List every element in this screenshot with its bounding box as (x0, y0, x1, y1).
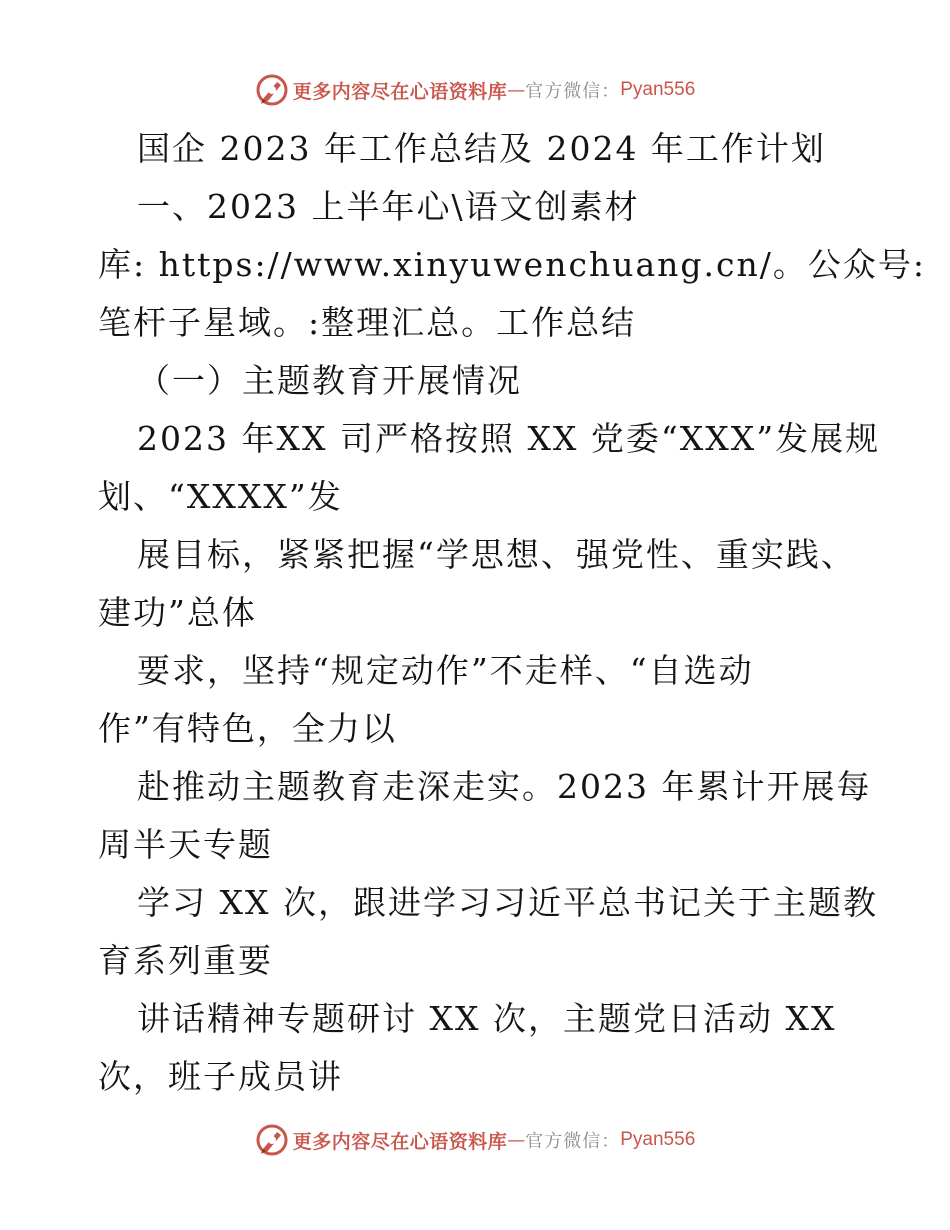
watermark-wechat-label: 官方微信： (525, 81, 621, 102)
text-line: 讲话精神专题研讨 XX 次，主题党日活动 XX (137, 999, 837, 1038)
pen-logo-icon (255, 1123, 289, 1157)
text-line: 次，班子成员讲 (98, 1057, 343, 1096)
text-line: 周半天专题 (98, 825, 273, 864)
text-line: 育系列重要 (98, 941, 273, 980)
watermark-site-text: 更多内容尽在心语资料库 (292, 1130, 508, 1153)
text-line: 要求，坚持“规定动作”不走样、“自选动 (137, 651, 754, 690)
text-line: 赴推动主题教育走深走实。2023 年累计开展每 (137, 767, 872, 806)
watermark-site-text: 更多内容尽在心语资料库 (292, 80, 508, 103)
watermark-wechat-id: Pyan556 (620, 79, 696, 100)
subsection-heading: （一）主题教育开展情况 (137, 361, 522, 400)
text-line: 学习 XX 次，跟进学习习近平总书记关于主题教 (137, 883, 878, 922)
watermark-banner-top (0, 70, 950, 110)
pen-logo-icon (255, 73, 289, 107)
text-line: 笔杆子星域。:整理汇总。工作总结 (98, 303, 637, 342)
text-line: 建功”总体 (98, 593, 257, 632)
watermark-banner-bottom (0, 1120, 950, 1160)
text-line: 库: https://www.xinyuwenchuang.cn/。公众号: (98, 245, 926, 284)
watermark-wechat-id: Pyan556 (620, 1129, 696, 1150)
section-heading: 一、2023 上半年心\语文创素材 (137, 187, 640, 226)
watermark-wechat-label: 官方微信： (525, 1131, 621, 1152)
document-title: 国企 2023 年工作总结及 2024 年工作计划 (137, 129, 826, 168)
text-line: 展目标，紧紧把握“学思想、强党性、重实践、 (137, 535, 856, 574)
watermark-dash: — (507, 79, 526, 101)
watermark-dash: — (507, 1129, 526, 1151)
text-line: 划、“XXXX”发 (98, 477, 343, 516)
text-line: 作”有特色，全力以 (98, 709, 397, 748)
text-line: 2023 年XX 司严格按照 XX 党委“XXX”发展规 (137, 419, 881, 458)
